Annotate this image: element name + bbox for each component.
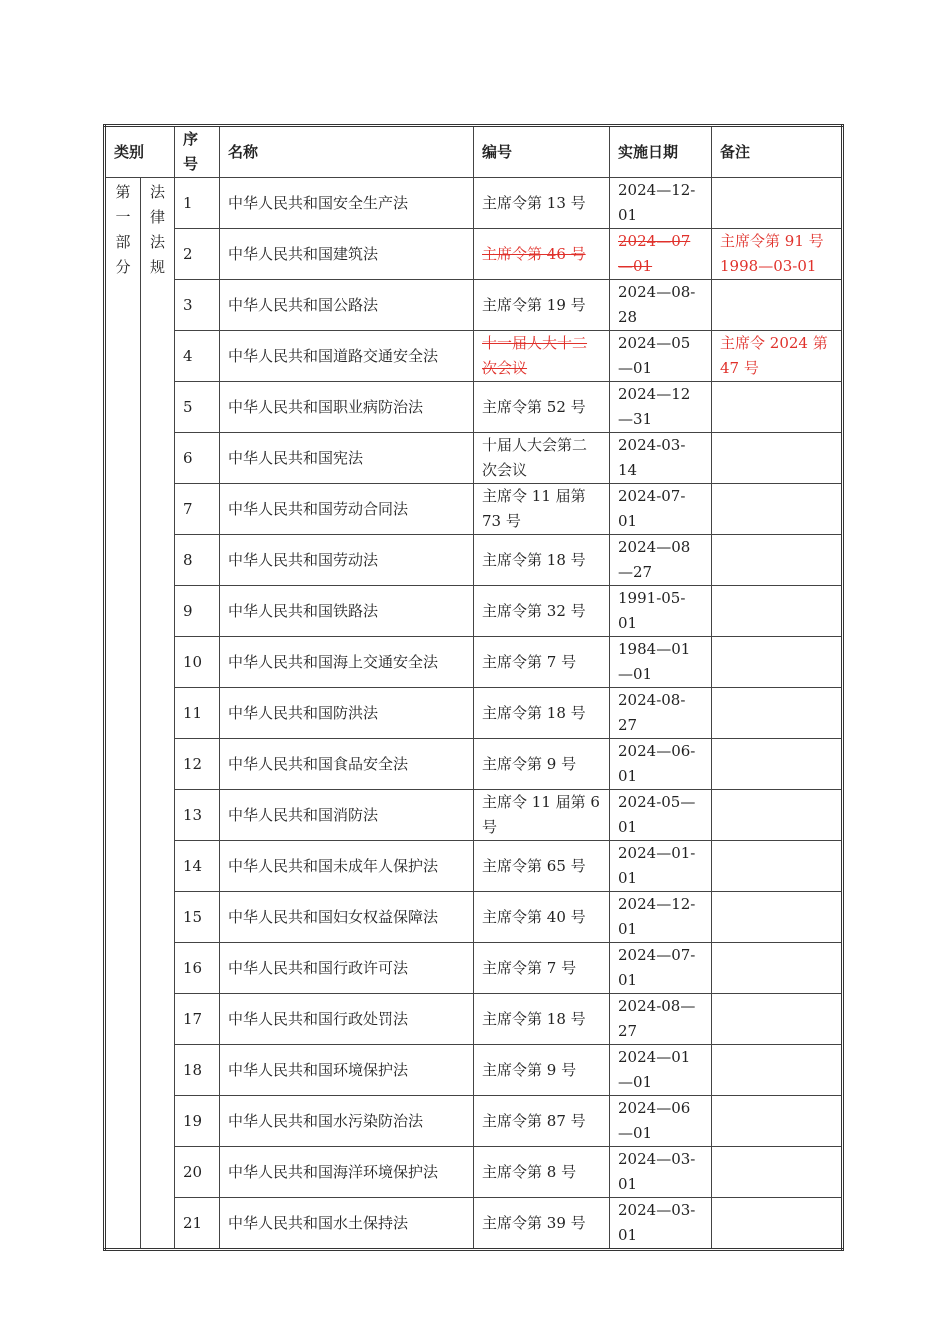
seq-cell-text: 16 — [183, 958, 203, 977]
number-cell-text: 主席令第 65 号 — [482, 856, 586, 875]
name-cell — [220, 586, 474, 637]
name-cell — [220, 790, 474, 841]
number-cell-text: 主席令第 18 号 — [482, 703, 586, 722]
number-cell — [474, 229, 610, 280]
number-cell-text: 主席令第 18 号 — [482, 550, 586, 569]
name-cell-text: 中华人民共和国行政许可法 — [228, 958, 409, 977]
number-cell-text: 主席令第 9 号 — [482, 1060, 577, 1079]
number-cell — [474, 586, 610, 637]
seq-cell — [175, 841, 220, 892]
table-row — [105, 229, 843, 280]
seq-cell — [175, 790, 220, 841]
name-cell — [220, 178, 474, 229]
header-note: 备注 — [712, 126, 843, 178]
table-row — [105, 535, 843, 586]
number-cell-text: 主席令第 7 号 — [482, 652, 577, 671]
date-cell — [610, 1096, 712, 1147]
note-cell-text: 主席令 2024 第 47 号 — [720, 334, 828, 377]
header-date: 实施日期 — [610, 126, 712, 178]
note-cell — [712, 943, 843, 994]
number-cell — [474, 943, 610, 994]
date-cell-text: 2024—12-01 — [618, 895, 696, 938]
note-cell — [712, 382, 843, 433]
name-cell-text: 中华人民共和国行政处罚法 — [228, 1009, 409, 1028]
date-cell — [610, 586, 712, 637]
number-cell — [474, 688, 610, 739]
date-cell-text: 2024-03-14 — [618, 436, 686, 479]
seq-cell — [175, 1147, 220, 1198]
table-row — [105, 1198, 843, 1250]
date-cell-text: 2024—08—27 — [618, 538, 691, 581]
number-cell — [474, 484, 610, 535]
table-body — [105, 178, 843, 1250]
number-cell — [474, 790, 610, 841]
name-cell — [220, 739, 474, 790]
name-cell-text: 中华人民共和国安全生产法 — [228, 193, 409, 212]
date-cell-text: 2024—06-01 — [618, 742, 696, 785]
table-row — [105, 382, 843, 433]
date-cell-text: 1984—01—01 — [618, 640, 691, 683]
name-cell-text: 中华人民共和国铁路法 — [228, 601, 379, 620]
seq-cell — [175, 1045, 220, 1096]
seq-cell — [175, 586, 220, 637]
name-cell — [220, 1045, 474, 1096]
name-cell-text: 中华人民共和国食品安全法 — [228, 754, 409, 773]
note-cell — [712, 280, 843, 331]
seq-cell-text: 3 — [183, 295, 193, 314]
date-cell — [610, 1147, 712, 1198]
seq-cell-text: 9 — [183, 601, 193, 620]
date-cell — [610, 637, 712, 688]
name-cell — [220, 382, 474, 433]
name-cell — [220, 331, 474, 382]
number-cell-text: 十一届人大十二次会议 — [482, 334, 588, 377]
seq-cell — [175, 229, 220, 280]
note-cell — [712, 841, 843, 892]
date-cell-text: 2024—12-01 — [618, 181, 696, 224]
seq-cell-text: 4 — [183, 346, 193, 365]
name-cell — [220, 943, 474, 994]
seq-cell-text: 5 — [183, 397, 193, 416]
table-row — [105, 892, 843, 943]
number-cell-text: 主席令第 19 号 — [482, 295, 586, 314]
number-cell-text: 主席令第 13 号 — [482, 193, 586, 212]
number-cell — [474, 331, 610, 382]
seq-cell-text: 21 — [183, 1213, 203, 1232]
name-cell-text: 中华人民共和国环境保护法 — [228, 1060, 409, 1079]
header-row — [105, 126, 843, 178]
name-cell-text: 中华人民共和国建筑法 — [228, 244, 379, 263]
name-cell-text: 中华人民共和国水污染防治法 — [228, 1111, 424, 1130]
note-cell — [712, 637, 843, 688]
name-cell — [220, 1147, 474, 1198]
number-cell — [474, 178, 610, 229]
name-cell — [220, 433, 474, 484]
name-cell-text: 中华人民共和国劳动合同法 — [228, 499, 409, 518]
seq-cell-text: 13 — [183, 805, 203, 824]
number-cell-text: 主席令第 7 号 — [482, 958, 577, 977]
note-cell — [712, 229, 843, 280]
table-row — [105, 1096, 843, 1147]
table-row — [105, 484, 843, 535]
category-part-cell — [105, 178, 141, 1250]
seq-cell-text: 1 — [183, 193, 193, 212]
note-cell — [712, 484, 843, 535]
number-cell-text: 主席令第 8 号 — [482, 1162, 577, 1181]
note-cell — [712, 994, 843, 1045]
date-cell-text: 2024—01-01 — [618, 844, 696, 887]
note-cell — [712, 535, 843, 586]
number-cell-text: 主席令第 52 号 — [482, 397, 586, 416]
date-cell-text: 2024—01—01 — [618, 1048, 691, 1091]
number-cell-text: 主席令第 39 号 — [482, 1213, 586, 1232]
header-number: 编号 — [474, 126, 610, 178]
laws-table — [103, 124, 844, 1251]
seq-cell-text: 2 — [183, 244, 193, 263]
name-cell-text: 中华人民共和国消防法 — [228, 805, 379, 824]
note-cell — [712, 433, 843, 484]
date-cell-text: 2024-08—27 — [618, 997, 696, 1040]
number-cell — [474, 1147, 610, 1198]
date-cell — [610, 535, 712, 586]
table-row — [105, 943, 843, 994]
date-cell-text: 2024—03-01 — [618, 1201, 696, 1244]
name-cell — [220, 994, 474, 1045]
seq-cell — [175, 994, 220, 1045]
seq-cell-text: 8 — [183, 550, 193, 569]
date-cell — [610, 994, 712, 1045]
category-type: 法律法规 — [149, 183, 165, 276]
date-cell — [610, 1198, 712, 1250]
date-cell — [610, 484, 712, 535]
date-cell-text: 1991-05-01 — [618, 589, 686, 632]
number-cell-text: 主席令第 18 号 — [482, 1009, 586, 1028]
table-row — [105, 739, 843, 790]
name-cell-text: 中华人民共和国劳动法 — [228, 550, 379, 569]
number-cell — [474, 433, 610, 484]
name-cell — [220, 280, 474, 331]
number-cell — [474, 1045, 610, 1096]
seq-cell — [175, 433, 220, 484]
date-cell — [610, 178, 712, 229]
number-cell — [474, 535, 610, 586]
header-seq: 序号 — [175, 126, 220, 178]
date-cell-text: 2024—03-01 — [618, 1150, 696, 1193]
number-cell-text: 主席令 11 届第 73 号 — [482, 487, 586, 530]
table-row — [105, 178, 843, 229]
table-row — [105, 433, 843, 484]
name-cell-text: 中华人民共和国职业病防治法 — [228, 397, 424, 416]
seq-cell-text: 17 — [183, 1009, 203, 1028]
seq-cell-text: 12 — [183, 754, 203, 773]
number-cell — [474, 994, 610, 1045]
date-cell-text: 2024—06—01 — [618, 1099, 691, 1142]
table-row — [105, 637, 843, 688]
note-cell — [712, 331, 843, 382]
date-cell-text: 2024-08-27 — [618, 691, 686, 734]
seq-cell — [175, 382, 220, 433]
name-cell-text: 中华人民共和国公路法 — [228, 295, 379, 314]
date-cell — [610, 1045, 712, 1096]
number-cell — [474, 892, 610, 943]
category-part: 第一部分 — [115, 183, 131, 276]
seq-cell — [175, 280, 220, 331]
seq-cell-text: 7 — [183, 499, 193, 518]
category-type-cell — [141, 178, 175, 1250]
date-cell — [610, 280, 712, 331]
name-cell — [220, 688, 474, 739]
seq-cell — [175, 943, 220, 994]
table-row — [105, 994, 843, 1045]
seq-cell — [175, 331, 220, 382]
note-cell-text: 主席令第 91 号 1998—03-01 — [720, 232, 824, 275]
name-cell-text: 中华人民共和国未成年人保护法 — [228, 856, 439, 875]
date-cell-text: 2024-05—01 — [618, 793, 696, 836]
seq-cell-text: 14 — [183, 856, 203, 875]
name-cell — [220, 637, 474, 688]
name-cell-text: 中华人民共和国防洪法 — [228, 703, 379, 722]
seq-cell — [175, 1096, 220, 1147]
note-cell — [712, 688, 843, 739]
seq-cell-text: 19 — [183, 1111, 203, 1130]
name-cell-text: 中华人民共和国道路交通安全法 — [228, 346, 439, 365]
header-category: 类别 — [105, 126, 175, 178]
name-cell-text: 中华人民共和国海上交通安全法 — [228, 652, 439, 671]
name-cell — [220, 841, 474, 892]
number-cell-text: 十届人大会第二次会议 — [482, 436, 588, 479]
number-cell-text: 主席令第 46 号 — [482, 244, 586, 263]
name-cell — [220, 484, 474, 535]
date-cell — [610, 382, 712, 433]
seq-cell — [175, 892, 220, 943]
table-row — [105, 1045, 843, 1096]
table-row — [105, 331, 843, 382]
date-cell — [610, 688, 712, 739]
name-cell-text: 中华人民共和国妇女权益保障法 — [228, 907, 439, 926]
seq-cell-text: 15 — [183, 907, 203, 926]
number-cell-text: 主席令第 9 号 — [482, 754, 577, 773]
seq-cell — [175, 178, 220, 229]
note-cell — [712, 1198, 843, 1250]
date-cell-text: 2024—07-01 — [618, 946, 696, 989]
date-cell — [610, 739, 712, 790]
name-cell — [220, 535, 474, 586]
seq-cell — [175, 637, 220, 688]
seq-cell — [175, 484, 220, 535]
number-cell-text: 主席令第 40 号 — [482, 907, 586, 926]
number-cell — [474, 637, 610, 688]
date-cell — [610, 331, 712, 382]
date-cell — [610, 229, 712, 280]
number-cell-text: 主席令第 32 号 — [482, 601, 586, 620]
number-cell — [474, 1198, 610, 1250]
date-cell-text: 2024—08-28 — [618, 283, 696, 326]
note-cell — [712, 586, 843, 637]
seq-cell-text: 11 — [183, 703, 203, 722]
seq-cell-text: 6 — [183, 448, 193, 467]
note-cell — [712, 178, 843, 229]
name-cell-text: 中华人民共和国海洋环境保护法 — [228, 1162, 439, 1181]
number-cell — [474, 280, 610, 331]
note-cell — [712, 1147, 843, 1198]
number-cell — [474, 739, 610, 790]
seq-cell — [175, 739, 220, 790]
note-cell — [712, 790, 843, 841]
seq-cell — [175, 688, 220, 739]
seq-cell — [175, 535, 220, 586]
number-cell-text: 主席令第 87 号 — [482, 1111, 586, 1130]
note-cell — [712, 1096, 843, 1147]
seq-cell-text: 10 — [183, 652, 203, 671]
name-cell — [220, 892, 474, 943]
header-name: 名称 — [220, 126, 474, 178]
table-row — [105, 841, 843, 892]
date-cell-text: 2024-07-01 — [618, 487, 686, 530]
date-cell — [610, 892, 712, 943]
table-row — [105, 790, 843, 841]
date-cell — [610, 943, 712, 994]
table-row — [105, 688, 843, 739]
seq-cell — [175, 1198, 220, 1250]
name-cell — [220, 1198, 474, 1250]
name-cell — [220, 1096, 474, 1147]
table-row — [105, 586, 843, 637]
seq-cell-text: 20 — [183, 1162, 203, 1181]
date-cell-text: 2024—05—01 — [618, 334, 691, 377]
note-cell — [712, 892, 843, 943]
date-cell — [610, 433, 712, 484]
number-cell-text: 主席令 11 届第 6 号 — [482, 793, 600, 836]
number-cell — [474, 841, 610, 892]
name-cell — [220, 229, 474, 280]
note-cell — [712, 739, 843, 790]
number-cell — [474, 382, 610, 433]
date-cell-text: 2024—12—31 — [618, 385, 691, 428]
seq-cell-text: 18 — [183, 1060, 203, 1079]
date-cell-text: 2024—07—01 — [618, 232, 691, 275]
date-cell — [610, 790, 712, 841]
table-row — [105, 1147, 843, 1198]
name-cell-text: 中华人民共和国宪法 — [228, 448, 364, 467]
date-cell — [610, 841, 712, 892]
name-cell-text: 中华人民共和国水土保持法 — [228, 1213, 409, 1232]
number-cell — [474, 1096, 610, 1147]
note-cell — [712, 1045, 843, 1096]
table-row — [105, 280, 843, 331]
